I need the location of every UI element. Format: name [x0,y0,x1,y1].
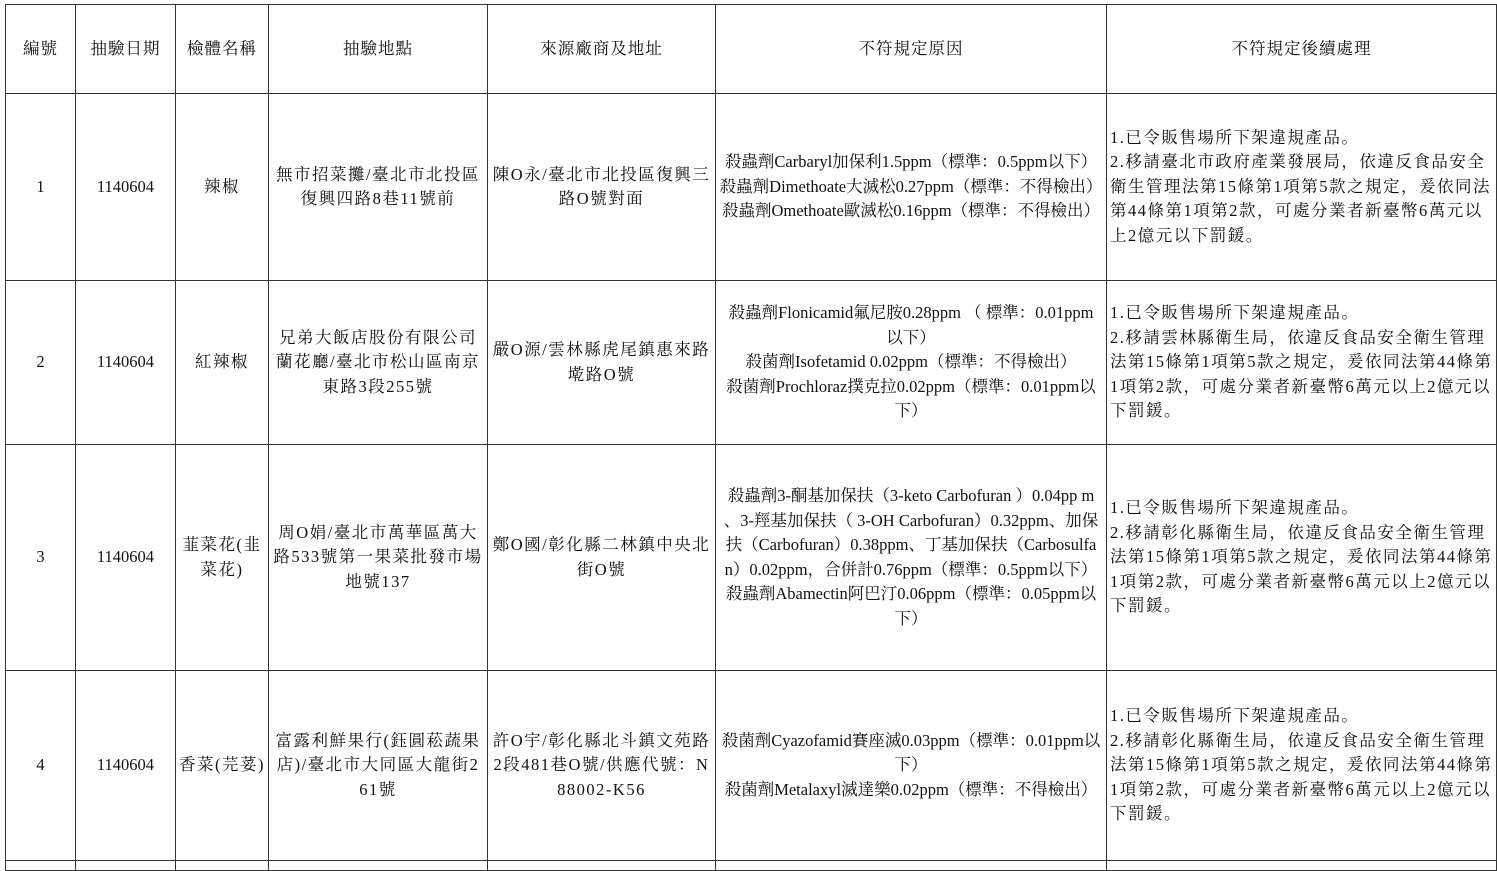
cell-source: 鄭O國/彰化縣二林鎮中央北街O號 [488,445,716,671]
cell-number: 3 [6,445,76,671]
action-item: 1.已令販售場所下架違規產品。 [1110,127,1360,147]
cell-empty [488,861,716,871]
cell-sample: 紅辣椒 [176,281,269,445]
cell-reasons [716,445,1107,671]
cell-actions [1107,671,1497,861]
cell-reasons [716,671,1107,861]
cell-location: 周O娟/臺北市萬華區萬大路533號第一果菜批發市場地號137 [269,445,488,671]
cell-source: 許O宇/彰化縣北斗鎮文苑路2段481巷O號/供應代號：N88002-K56 [488,671,716,861]
cell-empty [176,861,269,871]
action-item: 2.移請彰化縣衛生局，依違反食品安全衛生管理法第15條第1項第5款之規定，爰依同法第44條第1項第2款，可處分業者新臺幣6萬元以上2億元以下罰鍰。 [1110,522,1493,616]
reason-item: 殺蟲劑Omethoate歐滅松0.16ppm（標準：不得檢出） [721,201,1101,221]
inspection-results-document [5,4,1497,871]
cell-location: 無市招菜攤/臺北市北投區復興四路8巷11號前 [269,94,488,281]
action-item: 2.移請臺北市政府產業發展局，依違反食品安全衛生管理法第15條第1項第5款之規定，爰依同法第44條第1項第2款，可處分業者新臺幣6萬元以上2億元以下罰鍰。 [1110,152,1491,245]
cell-date: 1140604 [76,94,176,281]
table-row [6,94,1497,281]
cell-date: 1140604 [76,671,176,861]
reason-item: 殺菌劑Isofetamid 0.02ppm（標準：不得檢出） [745,352,1077,372]
reason-item: 殺菌劑Prochloraz撲克拉0.02ppm（標準：0.01ppm以下） [726,376,1096,421]
cell-actions [1107,445,1497,671]
cell-actions [1107,281,1497,445]
cell-location: 兄弟大飯店股份有限公司蘭花廳/臺北市松山區南京東路3段255號 [269,281,488,445]
reason-item: 殺蟲劑Dimethoate大滅松0.27ppm（標準：不得檢出） [719,176,1103,196]
header-sampling-location: 抽驗地點 [269,5,488,94]
reason-item: 殺蟲劑Carbaryl加保利1.5ppm（標準：0.5ppm以下） [724,152,1098,172]
cell-date: 1140604 [76,281,176,445]
cell-actions [1107,94,1497,281]
action-item: 2.移請雲林縣衛生局，依違反食品安全衛生管理法第15條第1項第5款之規定，爰依同法第44條第1項第2款，可處分業者新臺幣6萬元以上2億元以下罰鍰。 [1110,327,1493,421]
cell-source: 陳O永/臺北市北投區復興三路O號對面 [488,94,716,281]
cell-number: 1 [6,94,76,281]
cell-reasons [716,281,1107,445]
reason-item: 殺菌劑Metalaxyl滅達樂0.02ppm（標準：不得檢出） [724,779,1098,799]
header-followup-action: 不符規定後續處理 [1107,5,1497,94]
table-header-row [6,5,1497,94]
noncompliance-table [5,4,1497,871]
header-number: 編號 [6,5,76,94]
cell-source: 嚴O源/雲林縣虎尾鎮惠來路墘路O號 [488,281,716,445]
action-item: 1.已令販售場所下架違規產品。 [1110,498,1360,518]
cell-reasons [716,94,1107,281]
header-sample-name: 檢體名稱 [176,5,269,94]
cell-empty [269,861,488,871]
table-row [6,671,1497,861]
cell-sample: 香菜(芫荽) [176,671,269,861]
cell-sample: 辣椒 [176,94,269,281]
header-source-vendor: 來源廠商及地址 [488,5,716,94]
reason-item: 殺蟲劑3-酮基加保扶（3-keto Carbofuran ）0.04pp m 、3-羥基加保扶（ 3-OH Carbofuran）0.32ppm、加保扶（Carbofuran）0.38ppm、丁基加保扶（Carbosulfan）0.02ppm，合併計0.76ppm（標準：0.5ppm以下） [723,486,1099,579]
cell-number: 4 [6,671,76,861]
action-item: 1.已令販售場所下架違規產品。 [1110,706,1360,726]
table-row [6,281,1497,445]
cell-empty [1107,861,1497,871]
cell-number: 2 [6,281,76,445]
action-item: 2.移請彰化縣衛生局，依違反食品安全衛生管理法第15條第1項第5款之規定，爰依同法第44條第1項第2款，可處分業者新臺幣6萬元以上2億元以下罰鍰。 [1110,730,1493,824]
header-noncompliance-reason: 不符規定原因 [716,5,1107,94]
cell-empty [716,861,1107,871]
reason-item: 殺蟲劑Abamectin阿巴汀0.06ppm（標準：0.05ppm以下） [725,584,1097,628]
reason-item: 殺蟲劑Flonicamid氟尼胺0.28ppm （ 標準：0.01ppm 以下） [728,303,1094,347]
cell-empty [6,861,76,871]
cell-location: 富露利鮮果行(鈺圓菘蔬果店)/臺北市大同區大龍街261號 [269,671,488,861]
cell-empty [76,861,176,871]
table-row-partial [6,861,1497,871]
table-row [6,445,1497,671]
cell-sample: 韮菜花(韭菜花) [176,445,269,671]
reason-item: 殺菌劑Cyazofamid賽座滅0.03ppm（標準：0.01ppm以下） [721,730,1101,775]
header-sampling-date: 抽驗日期 [76,5,176,94]
action-item: 1.已令販售場所下架違規產品。 [1110,303,1360,323]
cell-date: 1140604 [76,445,176,671]
